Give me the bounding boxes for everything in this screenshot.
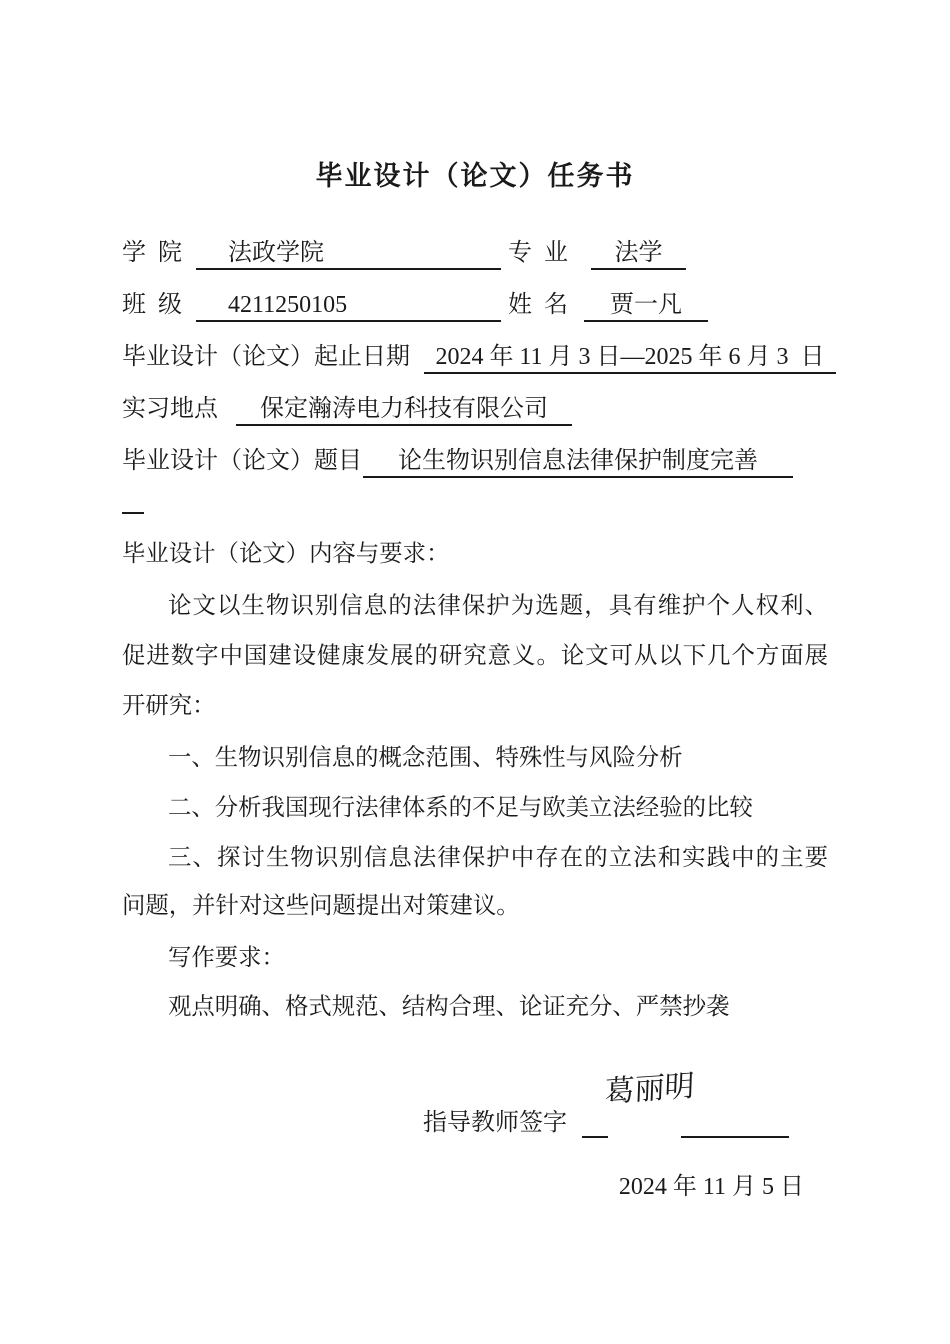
list-item-3: 三、探讨生物识别信息法律保护中存在的立法和实践中的主要 xyxy=(168,845,828,871)
name-value: 贾一凡 xyxy=(584,288,708,322)
topic-value: 论生物识别信息法律保护制度完善 xyxy=(363,444,793,478)
writing-requirements-text: 观点明确、格式规范、结构合理、论证充分、严禁抄袭 xyxy=(168,994,730,1020)
college-value: 法政学院 xyxy=(196,236,501,270)
page-title: 毕业设计（论文）任务书 xyxy=(315,161,635,191)
college-label: 学 院 xyxy=(122,240,182,266)
list-item-3-continuation: 问题，并针对这些问题提出对策建议。 xyxy=(122,893,520,919)
content-heading: 毕业设计（论文）内容与要求： xyxy=(122,541,450,567)
writing-requirements-heading: 写作要求： xyxy=(168,945,285,971)
paragraph-line: 开研究： xyxy=(122,693,216,719)
period-value: 2024 年 11 月 3 日—2025 年 6 月 3 日 xyxy=(424,340,836,374)
instructor-signature-label: 指导教师签字 xyxy=(423,1110,567,1136)
site-label: 实习地点 xyxy=(122,396,218,422)
instructor-signature-handwriting: 葛丽明 xyxy=(604,1069,695,1109)
paragraph-line: 促进数字中国建设健康发展的研究意义。论文可从以下几个方面展 xyxy=(122,643,828,669)
signature-underline-long xyxy=(681,1102,789,1138)
class-label: 班 级 xyxy=(122,292,182,318)
class-value: 4211250105 xyxy=(196,288,501,322)
period-label: 毕业设计（论文）起止日期 xyxy=(122,344,410,370)
major-value: 法学 xyxy=(591,236,686,270)
list-item-1: 一、生物识别信息的概念范围、特殊性与风险分析 xyxy=(168,745,683,771)
topic-underline-overflow xyxy=(122,478,144,514)
paragraph-line: 论文以生物识别信息的法律保护为选题，具有维护个人权利、 xyxy=(168,593,828,619)
name-label: 姓 名 xyxy=(508,292,568,318)
issued-date: 2024 年 11 月 5 日 xyxy=(618,1174,804,1200)
list-item-2: 二、分析我国现行法律体系的不足与欧美立法经验的比较 xyxy=(168,795,753,821)
site-value: 保定瀚涛电力科技有限公司 xyxy=(236,392,572,426)
topic-label: 毕业设计（论文）题目 xyxy=(122,448,362,474)
major-label: 专 业 xyxy=(508,240,568,266)
